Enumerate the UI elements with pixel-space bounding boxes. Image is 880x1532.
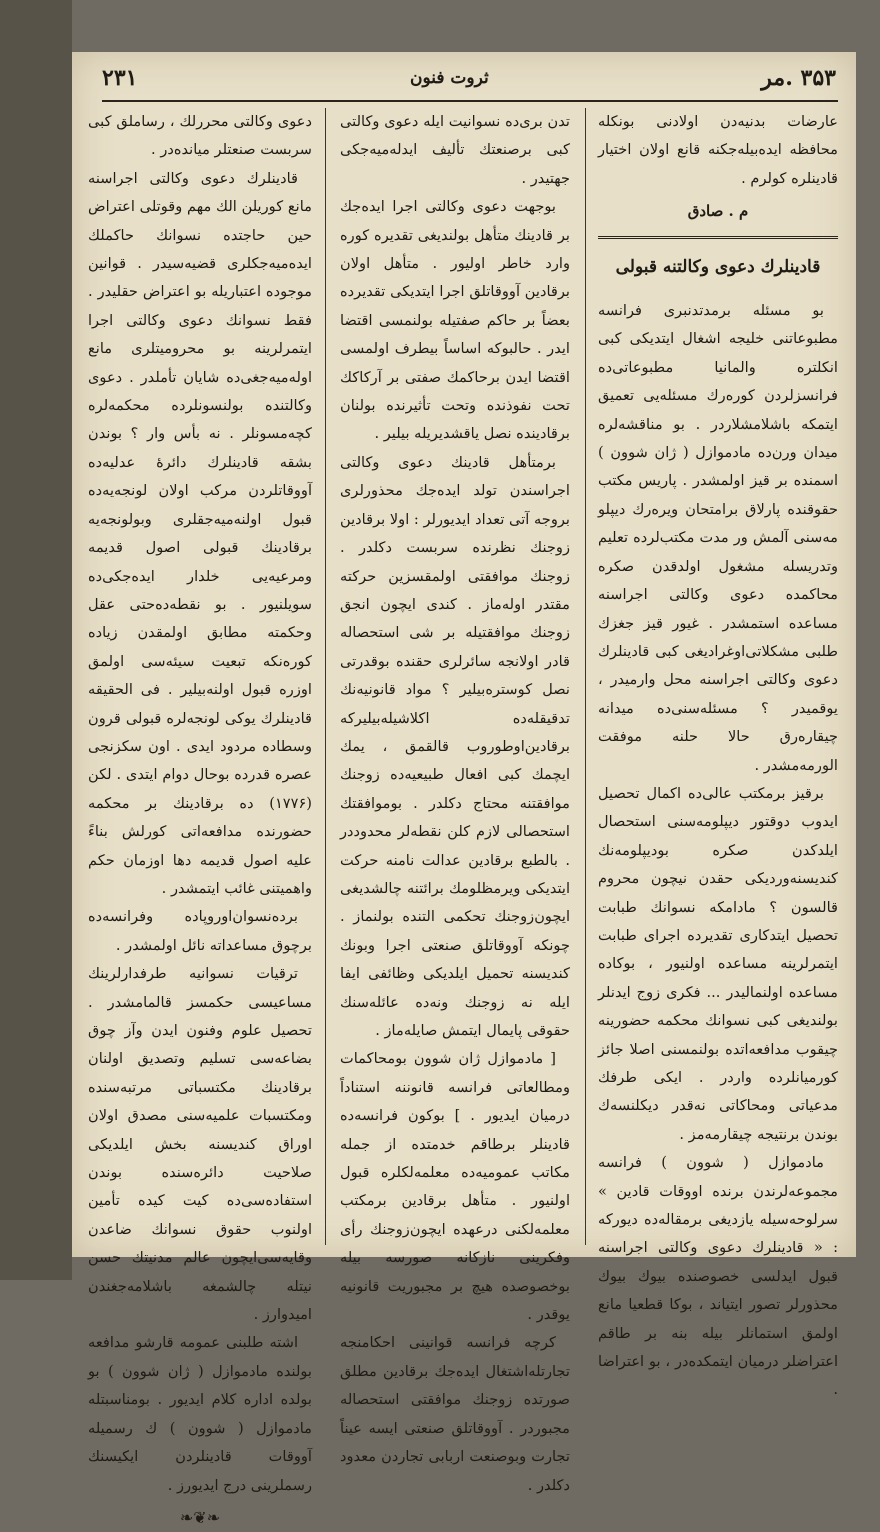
left-column [88, 108, 312, 1527]
article-paragraph: ترقیات نسوانیه طرفدارلرینك مساعیسی حکمسز قالمامشدر . تحصیل علوم وفنون ایدن وآز چوق بضاعه‌سی تسلیم وتصدیق اولنان برقادینك مکتسباتی مرتبه‌سنده ومکتسبات علمیه‌سنی مصدق اولان اوراق کندیسنه بخش ایلدیکی صلاحیت دائره‌سنده بوندن استفاده‌سی‌ده کیت کیده تأمین اولنوب حقوق نسوانك ضاعدن وقایه‌سی‌ایچون عالم مدنیتك حسن نیتله چالشمغه باشلامه‌جغندن امیدوارز . [88, 965, 312, 1324]
section-divider [598, 236, 838, 239]
article-paragraph: بو مسئله برمدتدنبری فرانسه مطبوعاتنی خلیجه اشغال ایتدیکی کبی انکلتره والمانیا مطبوعاتی‌ده فرانسزلردن کوره‌رك مسئله‌یی تعمیق ایتمکه باشلامشلاردر . بو مناقشه‌لره میدان ورن‌ده مادموازل ( ژان شوون ) اسمنده بر قیز اولمشدر . پاریس مکتب حقوقنده پارلاق برامتحان ویره‌رك دیپلو مه‌سنی آلمش ور مدت مکتب‌لرده تعلیم وتدریسله مشغول اولدقدن صکره محاکمده دعوی وکالتی اجراسنه مساعده استمشدر . غیور قیز جغزك طلبی مشکلاتی‌اوغرادیغی کبی قادینلرك دعوی وکالتی اجراسنه محل وارمیدر ، یوقمیدر ؟ مسئله‌سنی‌ده میدانه چیقاره‌رق حالا حلنه موفقت الورمه‌مشدر . [598, 302, 838, 774]
page-number-right: ۳۵۳ .مر [761, 65, 836, 91]
magazine-title: ثروت فنون [409, 68, 489, 88]
article-paragraph: قادینلرك دعوی وکالتی اجراسنه مانع کوریلن الك مهم وقوتلی اعتراض حین حاجتده نسوانك حاکملك ایده‌میه‌جکلری قضیه‌سیدر . قوانین موجوده اعتباریله بو اعتراض حقلیدر . فقط نسوانك دعوی وکالتی اجرا ایتمرلرینه بو محرومیتلری مانع اوله‌میه‌جغی‌ده شایان تأملدر . دعوی وکالتنده بولنسونلرده محکمه‌لره کچه‌مسونلر . نه بأس وار ؟ بوندن بشقه قادینلرك دائرۀ عدلیه‌ده آووقاتلردن مرکب اولان لونجه‌یه‌ده قبول اولنه‌میه‌جقلری وبولونجه‌یه برقادینك قبولی اصول قدیمه ومرعیه‌یی خلدار ایده‌جکی‌ده سویلنیور . بو نقطه‌ده‌حتی عقل وحکمته مطابق اولمقدن زیاده کوره‌نکه تبعیت سیئه‌سی اولمق اوزره قبول اولنه‌بیلیر . فی الحقیقه قادینلرك یوکی لونجه‌لره قبولی قرون وسطاده مردود ایدی . اون سکزنجی عصره قدرده بوحال دوام ایتدی . لکن (۱۷۷۶) ده برقادینك بر محکمه حضورنده مدافعه‌اتی کورلش بناءً علیه اصول قدیمه دها اوزمان حکم واهمیتنی غائب ایتمشدر . [88, 169, 312, 897]
column-divider [585, 108, 586, 1245]
end-ornament: ❧❦❧ [179, 1507, 221, 1527]
magazine-page [72, 52, 856, 1527]
article-paragraph: تدن بری‌ده نسوانیت ایله دعوی وکالتی کبی برصنعتك تألیف ایدله‌میه‌جکی جهتیدر . [340, 113, 570, 187]
page-header [102, 58, 836, 98]
article-paragraph: کرچه فرانسه قوانینی احکامنجه تجارتله‌اشتغال ایده‌جك برقادین مطلق صورتده زوجنك موافقتی استحصاله مجبوردر . آووقاتلق صنعتی ایسه عیناً تجارت وبوصنعت اربابی تجاردن معدود دکلدر . [340, 1334, 570, 1494]
right-column [598, 108, 838, 1399]
binding-gutter [0, 0, 72, 1280]
article-paragraph: اشته طلبنی عمومه قارشو مدافعه بولنده مادموازل ( ژان شوون ) بو بولده اداره کلام ایدیور . بومناسبتله مادموازل ( شوون ) ك رسمیله آووقات قادینلردن ایکیسنك رسملرینی درج ایدیورز . [88, 1334, 312, 1494]
article-paragraph: دعوی وکالتی محررلك ، رساملق کبی سربست صنعتلر میانده‌در . [88, 113, 312, 159]
author-signature: م . صادق [687, 202, 749, 221]
header-rule [102, 100, 838, 102]
article-paragraph: مادموازل ( شوون ) فرانسه مجموعه‌لرندن برنده اووقات قادین » سرلوحه‌سیله یازدیغی برمقاله‌ده دیورکه : « قادینلرك دعوی وکالتی اجراسنه قبول ایدلسی خصوصنده بیوك بیوك محذورلر تصور ایتیاند ، بوکا قطعیا مانع اولمق استمانلر بیله بنه بر طاقم اعتراضلر درمیان ایتمکده‌در ، بو اعتراضا . [598, 1154, 838, 1399]
article-paragraph: برده‌نسوان‌اوروپاده وفرانسه‌ده برچوق مساعداته نائل اولمشدر . [88, 908, 312, 954]
article-paragraph: برمتأهل قادینك دعوی وکالتی اجراسندن تولد ایده‌جك محذورلری بروجه آتی تعداد ایدیورلر : اولا برقادین زوجنك نظرنده سربست دکلدر . زوجنك موافقتی اولمقسزین حرکته مقتدر اوله‌ماز . کندی ایچون انجق زوجنك موافقتیله بر شی استحصاله قادر اولانجه سائرلری حقنده بوقدرتی نصل کوستره‌بیلیر ؟ مواد قانونیه‌نك تدقیقله‌ده اکلاشیله‌بیلیرکه برقادین‌اوطوروب قالقمق ، یمك ایچمك کبی افعال طبیعیه‌ده زوجنك موافقتنه محتاج دکلدر . بوموافقتك استحصالی لازم کلن نقطه‌لر محدوددر . بالطبع برقادین عدالت نامنه حرکت ایتدیکی ویرمظلومك برائتنه چالشدیغی ایچون‌زوجنك تحکمی التنده بولنماز . چونکه آووقاتلق صنعتی اجرا وبونك کندیسنه تحمیل ایلدیکی وظائفی ایفا ایله نه زوجنك ونه‌ده عائله‌سنك حقوقی پایمال ایتمش صایله‌ماز . [340, 453, 570, 1039]
article-paragraph: برقیز برمکتب عالی‌ده اکمال تحصیل ایدوب دوقتور دیپلومه‌سنی استحصال ایلدکدن صکره بودیپلومه‌نك کندیسنه‌وردیکی حقدن نیچون محروم قالسون ؟ مادامکه نسوانك طبابت تحصیل ایتدکاری تقدیرده اجرای طبابت ایتمرلرینه مساعده اولنیور ، بوکاده مساعده اولنمالیدر ... فکری زوج ایدنلر بولندیغی کبی نسوانك محکمه حضورینه چیقوب مدافعه‌اتده بولنمسنی اصلا جائز کورمیانلرده واردر . ایکی طرفك مدعیاتی ومحاکاتی نه‌قدر دیکلنسه‌ك بوندن برنتیجه چیقارمه‌مز . [598, 784, 838, 1143]
article-paragraph: [ مادموازل ژان شوون بومحاکمات ومطالعاتی فرانسه قانوننه استناداً درمیان ایدیور . ] بوکون فرانسه‌ده قادینلر برطاقم خدمتده از جمله مکاتب عمومیه‌ده معلمه‌لکلره قبول اولنیور . متأهل برقادین برمکتب معلمه‌لکنی درعهده ایچون‌زوجنك رأی وفکرینی نازکانه صورسه بیله بوخصوصده هیچ بر مجبوریت قانونیه یوقدر . [340, 1050, 570, 1324]
article-paragraph: بوجهت دعوی وکالتی اجرا ایده‌جك بر قادینك متأهل بولندیغی تقدیره کوره وارد خاطر اولیور . متأهل اولان برقادین آووقاتلق اجرا ایتدیکی تقدیرده بعضاً بر حاکم صفتیله بولنمسی اقتضا ایدر . حالبوکه اساساً بیطرف اولمسی اقتضا ایدن برحاکمك صفتی بر آرکاکك تحت نفوذنده وتحت تأثیرنده بولنان برقادینده نصل یاقشدیریله بیلیر . [340, 198, 570, 443]
column-divider [325, 108, 326, 1245]
article-title: قادینلرك دعوی وکالتنه قبولی [615, 256, 821, 277]
page-number-left: ۲۳۱ [102, 65, 138, 91]
middle-column [340, 108, 570, 1494]
intro-paragraph: عارضات بدنیه‌دن اولادنی بونکله محافظه ایده‌بیله‌جکنه قانع اولان اختیار قادینلره کولرم . [598, 113, 838, 187]
